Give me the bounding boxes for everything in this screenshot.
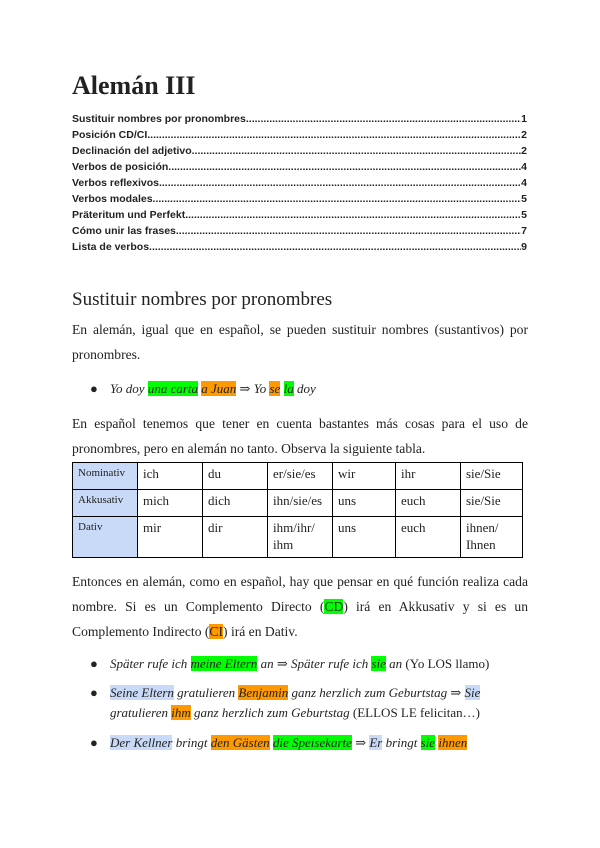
toc-leader bbox=[149, 239, 521, 255]
table-cell: uns bbox=[333, 517, 396, 558]
toc-entry[interactable] bbox=[72, 223, 527, 239]
toc-entry-title[interactable]: Sustituir nombres por pronombres bbox=[72, 113, 246, 125]
table-cell: mir bbox=[138, 517, 203, 558]
table-of-contents bbox=[72, 111, 527, 255]
toc-entry[interactable] bbox=[72, 143, 527, 159]
highlight-cd: meine Eltern bbox=[190, 656, 258, 671]
table-cell: euch bbox=[396, 517, 461, 558]
table-cell: du bbox=[203, 463, 268, 490]
table-cell: ihr bbox=[396, 463, 461, 490]
toc-leader bbox=[192, 143, 522, 159]
highlight-subject: Seine Eltern bbox=[110, 685, 174, 700]
toc-entry-page: 4 bbox=[521, 177, 527, 189]
intro-paragraph: En alemán, igual que en español, se pueden sustituir nombres (sustantivos) por pronombres. bbox=[72, 322, 528, 362]
toc-entry-page: 9 bbox=[521, 241, 527, 253]
highlight-cd: una carta bbox=[147, 381, 199, 396]
function-paragraph: Entonces en alemán, como en español, hay que pensar en qué función realiza cada nombre. Si es un Complemento Directo (CD) irá en Akkusativ y si es un Complemento Indirecto (CI) irá en Dativ. bbox=[72, 574, 528, 639]
toc-entry-page: 1 bbox=[521, 113, 527, 125]
table-cell: uns bbox=[333, 490, 396, 517]
highlight-ci: se bbox=[269, 381, 281, 396]
toc-leader bbox=[159, 175, 521, 191]
example-bullet-1 bbox=[90, 379, 526, 399]
case-label: Nominativ bbox=[73, 463, 138, 490]
toc-entry-title[interactable]: Lista de verbos bbox=[72, 241, 150, 253]
toc-entry-title[interactable]: Verbos modales bbox=[72, 193, 153, 205]
highlight-cd: la bbox=[283, 381, 294, 396]
toc-entry-title[interactable]: Verbos reflexivos bbox=[72, 177, 159, 189]
toc-entry-title[interactable]: Verbos de posición bbox=[72, 161, 169, 173]
toc-entry-page: 5 bbox=[521, 193, 527, 205]
highlight-cd: CD bbox=[324, 599, 344, 614]
toc-entry[interactable] bbox=[72, 127, 527, 143]
toc-leader bbox=[153, 191, 522, 207]
highlight-ci: den Gästen bbox=[210, 735, 270, 750]
table-cell: dich bbox=[203, 490, 268, 517]
table-row bbox=[73, 490, 523, 517]
toc-entry-title[interactable]: Posición CD/CI bbox=[72, 129, 148, 141]
example-bullet-3 bbox=[90, 683, 526, 723]
table-cell: ich bbox=[138, 463, 203, 490]
toc-entry-page: 5 bbox=[521, 209, 527, 221]
table-cell: sie/Sie bbox=[461, 490, 523, 517]
table-cell: er/sie/es bbox=[268, 463, 333, 490]
toc-entry-page: 2 bbox=[521, 129, 527, 141]
toc-entry[interactable] bbox=[72, 175, 527, 191]
toc-entry-page: 2 bbox=[521, 145, 527, 157]
table-intro-paragraph: En español tenemos que tener en cuenta bastantes más cosas para el uso de pronombres, pero en alemán no tanto. Observa la siguiente tabla. bbox=[72, 416, 528, 456]
toc-leader bbox=[168, 159, 521, 175]
toc-leader bbox=[185, 207, 521, 223]
document-title: Alemán III bbox=[72, 71, 196, 100]
highlight-cd: die Speisekarte bbox=[272, 735, 352, 750]
case-label: Akkusativ bbox=[73, 490, 138, 517]
bullet-dot: ● bbox=[90, 656, 98, 671]
highlight-ci: CI bbox=[209, 624, 224, 639]
toc-entry[interactable] bbox=[72, 191, 527, 207]
toc-entry-title[interactable]: Declinación del adjetivo bbox=[72, 145, 192, 157]
highlight-subject: Sie bbox=[464, 685, 481, 700]
bullet-text: Der Kellner bringt den Gästen die Speisekarte ⇒ Er bringt sie ihnen bbox=[110, 735, 468, 750]
toc-entry-title[interactable]: Cómo unir las frases bbox=[72, 225, 176, 237]
table-cell: mich bbox=[138, 490, 203, 517]
bullet-text: Yo doy una carta a Juan ⇒ Yo se la doy bbox=[110, 381, 316, 396]
bullet-text: Seine Eltern gratulieren Benjamin ganz herzlich zum Geburtstag ⇒ Sie gratulieren ihm ganz herzlich zum Geburtstag (ELLOS LE felicitan…) bbox=[110, 685, 481, 720]
table-cell: ihm/ihr/ ihm bbox=[268, 517, 333, 558]
table-cell: wir bbox=[333, 463, 396, 490]
section-heading: Sustituir nombres por pronombres bbox=[72, 289, 333, 310]
example-bullet-4 bbox=[90, 733, 526, 753]
bullet-text: Später rufe ich meine Eltern an ⇒ Später rufe ich sie an (Yo LOS llamo) bbox=[110, 656, 490, 671]
toc-entry[interactable] bbox=[72, 159, 527, 175]
toc-entry-page: 7 bbox=[521, 225, 527, 237]
highlight-ci: ihm bbox=[171, 705, 191, 720]
pronoun-table bbox=[72, 462, 523, 558]
toc-entry[interactable] bbox=[72, 111, 527, 127]
bullet-dot: ● bbox=[90, 685, 98, 700]
bullet-dot: ● bbox=[90, 381, 98, 396]
highlight-cd: sie bbox=[420, 735, 436, 750]
highlight-cd: sie bbox=[371, 656, 386, 671]
table-cell: euch bbox=[396, 490, 461, 517]
toc-entry-page: 4 bbox=[521, 161, 527, 173]
table-cell: ihnen/ Ihnen bbox=[461, 517, 523, 558]
case-label: Dativ bbox=[73, 517, 138, 558]
toc-leader bbox=[147, 127, 521, 143]
highlight-subject: Er bbox=[369, 735, 383, 750]
table-cell: ihn/sie/es bbox=[268, 490, 333, 517]
highlight-ci: a Juan bbox=[201, 381, 237, 396]
table-row bbox=[73, 463, 523, 490]
highlight-ci: ihnen bbox=[438, 735, 468, 750]
table-row bbox=[73, 517, 523, 558]
highlight-subject: Der Kellner bbox=[110, 735, 173, 750]
toc-leader bbox=[246, 111, 521, 127]
toc-entry-title[interactable]: Präteritum und Perfekt bbox=[72, 209, 186, 221]
bullet-dot: ● bbox=[90, 735, 98, 750]
table-cell: dir bbox=[203, 517, 268, 558]
example-bullet-2 bbox=[90, 654, 526, 674]
highlight-ci: Benjamin bbox=[238, 685, 289, 700]
toc-entry[interactable] bbox=[72, 207, 527, 223]
toc-leader bbox=[176, 223, 521, 239]
toc-entry[interactable] bbox=[72, 239, 527, 255]
table-cell: sie/Sie bbox=[461, 463, 523, 490]
